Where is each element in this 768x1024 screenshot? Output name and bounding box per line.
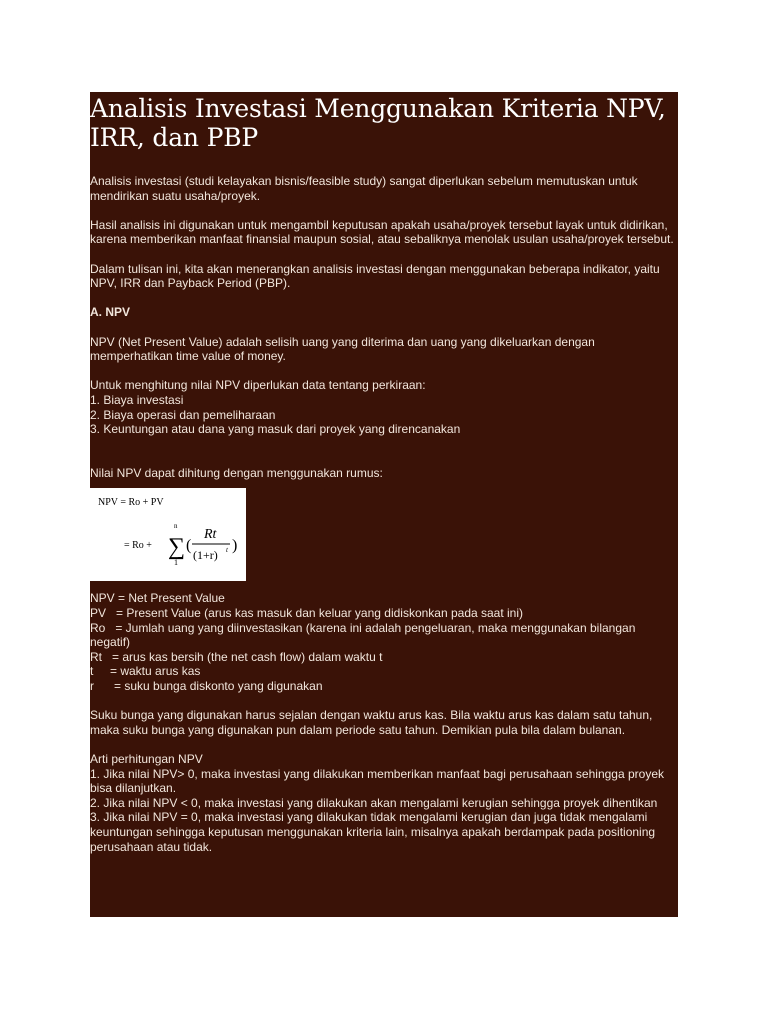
- legend-line: PV = Present Value (arus kas masuk dan keluar yang didiskonkan pada saat ini): [90, 606, 524, 621]
- npv-definition: NPV (Net Present Value) adalah selisih uang yang diterima dan uang yang dikeluarkan dengan memperhatikan time value of money.: [90, 334, 595, 364]
- formula-denominator: (1+r): [193, 548, 218, 563]
- formula-close-paren: ): [232, 537, 238, 555]
- npv-data-intro: Untuk menghitung nilai NPV diperlukan data tentang perkiraan:: [90, 378, 426, 393]
- npv-meaning-item: 3. Jika nilai NPV = 0, maka investasi yang dilakukan tidak mengalami kerugian dan juga tidak mengalami keuntungan sehingga keputusan menggunakan kriteria lain, misalnya apakah berdampak pada positioning perusahaan atau tidak.: [90, 810, 656, 854]
- formula-line-2-prefix: = Ro +: [124, 540, 152, 552]
- npv-meaning-heading: Arti perhitungan NPV: [90, 752, 203, 766]
- legend-line: Ro = Jumlah uang yang diinvestasikan (karena ini adalah pengeluaran, maka menggunakan bilangan negatif): [90, 620, 639, 650]
- npv-data-item: 1. Biaya investasi: [90, 392, 184, 407]
- formula-line-1: NPV = Ro + PV: [98, 497, 164, 509]
- formula-sum-top: n: [174, 522, 178, 531]
- formula-sigma: ∑: [168, 534, 186, 561]
- legend-line: t = waktu arus kas: [90, 664, 201, 679]
- legend-line: r = suku bunga diskonto yang digunakan: [90, 679, 323, 694]
- formula-numerator: Rt: [204, 527, 217, 543]
- formula-sum-bottom: 1: [174, 558, 178, 568]
- npv-data-item: 2. Biaya operasi dan pemeliharaan: [90, 407, 276, 422]
- npv-data-item: 3. Keuntungan atau dana yang masuk dari proyek yang direncanakan: [90, 422, 461, 437]
- legend-line: NPV = Net Present Value: [90, 591, 225, 606]
- formula-exponent: t: [226, 546, 228, 555]
- intro-paragraph-1: Analisis investasi (studi kelayakan bisnis/feasible study) sangat diperlukan sebelum memutuskan untuk mendirikan suatu usaha/proyek.: [90, 174, 638, 203]
- intro-paragraph-3: Dalam tulisan ini, kita akan menerangkan analisis investasi dengan menggunakan beberapa indikator, yaitu NPV, IRR dan Payback Period (PBP).: [90, 261, 660, 291]
- npv-meaning-item: 1. Jika nilai NPV> 0, maka investasi yang dilakukan memberikan manfaat bagi perusahaan sehingga proyek bisa dilanjutkan.: [90, 766, 664, 796]
- formula-open-paren: (: [186, 537, 192, 555]
- npv-formula-intro: Nilai NPV dapat dihitung dengan menggunakan rumus:: [90, 465, 383, 480]
- document-page: [90, 92, 678, 917]
- legend-line: Rt = arus kas bersih (the net cash flow) dalam waktu t: [90, 649, 383, 664]
- npv-meaning-item: 2. Jika nilai NPV < 0, maka investasi yang dilakukan akan mengalami kerugian sehingga proyek dihentikan: [90, 795, 658, 810]
- article-title: Analisis Investasi Menggunakan Kriteria NPV, IRR, dan PBP: [90, 94, 666, 152]
- npv-formula-image: [90, 488, 246, 581]
- rate-note: Suku bunga yang digunakan harus sejalan dengan waktu arus kas. Bila waktu arus kas dalam satu tahun, maka suku bunga yang digunakan pun dalam periode satu tahun. Demikian pula bila dalam bulanan.: [90, 708, 653, 737]
- intro-paragraph-2: Hasil analisis ini digunakan untuk mengambil keputusan apakah usaha/proyek tersebut layak untuk didirikan, karena memberikan manfaat finansial maupun sosial, atau sebaliknya menolak usulan usaha/proyek tersebut.: [90, 217, 674, 247]
- section-heading-npv: A. NPV: [90, 305, 131, 320]
